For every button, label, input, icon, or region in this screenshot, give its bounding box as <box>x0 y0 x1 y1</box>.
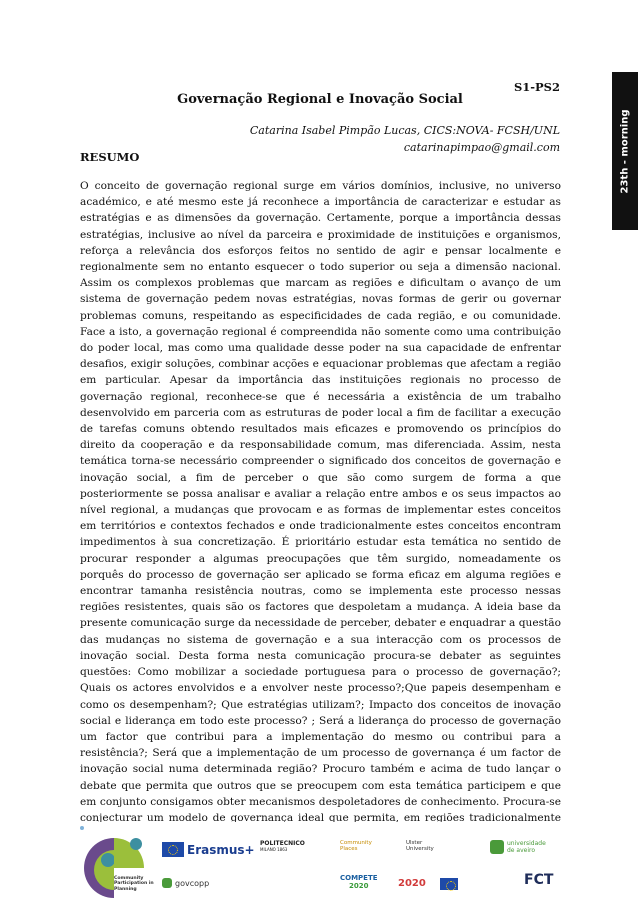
eu-funds-flag-icon <box>440 878 458 890</box>
cpp-logo-right-icon <box>114 830 154 874</box>
politecnico-city: MILANO 1863 <box>260 847 288 852</box>
politecnico-logo <box>260 840 305 852</box>
portugal2020-logo <box>398 878 426 889</box>
abstract-text: O conceito de governação regional surge em vários domínios, inclusive, no universo académico, e até mesmo este já reconhece a importância de caracterizar e estudar as estratégias e as dimensões da governação. Certamente, porque a importância dessas estratégias, inclusive ao nível da parceira e proximidade de instituições e organismos, reforça a relevância dos esforços feitos no sentido de agir e pensar localmente e regionalmente sem no entanto esquecer o todo superior ou seja a dimensão nacional. Assim os complexos problemas que marcam as regiões e dificultam o avanço de um sistema de governação pedem novas estratégias, novas formas de gerir ou governar problemas comuns, respeitando as especificidades de cada região, e ou comunidade. Face a isto, a governação regional é compreendida não somente como uma contribuição do poder local, mas como uma qualidade desse poder na sua capacidade de enfrentar desafios, exigir soluções, combinar acções e equacionar problemas que afectam a região em particular. Apesar da importância das instituições regionais no processo de governação regional, reconhece-se que é necessária a existência de um trabalho desenvolvido em parceria com as estruturas de poder local a fim de facilitar a execução de tarefas comuns obtendo resultados mais eficazes e promovendo os princípios do direito da cooperação e da responsabilidade comum, mas diferenciada. Assim, nesta temática torna-se necessário compreender o significado dos conceitos de governação e inovação social, a fim de perceber o que são como surgem de forma a que posteriormente se possa analisar e avaliar a relação entre ambos e os seus impactos ao nível regional, a mudanças que provocam e as formas de implementar estes conceitos em territórios e contextos fechados e onde tradicionalmente estes conceitos encontram impedimentos à sua concretização. É prioritário estudar esta temática no sentido de procurar responder a algumas preocupações que têm surgido, nomeadamente os porquês do processo de governação ser aplicado se forma eficaz em alguma regiões e encontrar tamanha resistência noutras, como se implementa este processo nessas regiões resistentes, quais são os factores que despoletam a mudança. A ideia base da presente comunicação surge da necessidade de perceber, debater e enquadrar a questão das mudanças no sistema de governação e a sua interacção com os processos de inovação social. Desta forma nesta comunicação procura-se debater as seguintes questões: Como mobilizar a sociedade portuguesa para o processo de governação?; Quais os actores envolvidos e a envolver neste processo?;Que papeis desempenham e como os desempenham?; Que estratégias utilizam?; Impacto dos conceitos de inovação social e liderança em todo este processo? ; Será a liderança do processo de governação um factor que contribui para a implementação do mesmo ou contribui para a resistência?; Será que a implementação de um processo de governança é um factor de inovação social numa determinada região? Procuro também e acima de tudo lançar o debate que permita que outros que se preocupem com esta temática participem e que em conjunto consigamos obter mecanismos despoletadores de conhecimento. Procura-se conjecturar um modelo de governança ideal que permita, em regiões tradicionalmente <box>80 180 561 822</box>
eu-flag-icon <box>162 842 184 857</box>
cpp-logo-text: Community Participation in Planning <box>114 876 154 892</box>
govcopp-logo <box>162 878 209 888</box>
compete-logo <box>340 874 378 890</box>
author-affiliation: Catarina Isabel Pimpão Lucas, CICS:NOVA- FCSH/UNL <box>249 124 560 137</box>
partner-logos-footer <box>78 830 583 900</box>
fct-label: FCT <box>524 872 554 888</box>
ulster-line2: University <box>406 846 434 852</box>
cpp-logo-icon <box>78 830 114 900</box>
session-time-label: 23th - morning <box>619 109 631 193</box>
section-heading: RESUMO <box>80 150 140 164</box>
politecnico-label: POLITECNICO <box>260 840 305 847</box>
ulster-line1: Ulster <box>406 840 423 846</box>
aveiro-line2: de aveiro <box>507 847 535 854</box>
compete-year: 2020 <box>349 882 369 890</box>
session-time-tab <box>612 72 638 230</box>
community-places-logo <box>340 840 372 852</box>
community-places-line1: Community <box>340 840 372 846</box>
session-code: S1-PS2 <box>513 80 560 94</box>
portugal2020-label: 2020 <box>398 878 426 889</box>
paper-title: Governação Regional e Inovação Social <box>177 92 463 107</box>
fct-logo <box>524 872 553 888</box>
author-email: catarinapimpao@gmail.com <box>403 141 560 154</box>
govcopp-label: govcopp <box>175 878 210 888</box>
ulster-logo <box>406 840 434 852</box>
aveiro-mark-icon <box>490 840 504 854</box>
author-block <box>250 122 560 156</box>
govcopp-mark-icon <box>162 878 172 888</box>
erasmus-logo <box>162 842 255 857</box>
erasmus-label: Erasmus+ <box>187 842 255 857</box>
community-places-line2: Places <box>340 846 358 852</box>
eu-funds-logo <box>440 878 461 890</box>
aveiro-logo <box>490 840 546 854</box>
compete-label: COMPETE <box>340 874 378 882</box>
aveiro-line1: universidade <box>507 840 546 847</box>
